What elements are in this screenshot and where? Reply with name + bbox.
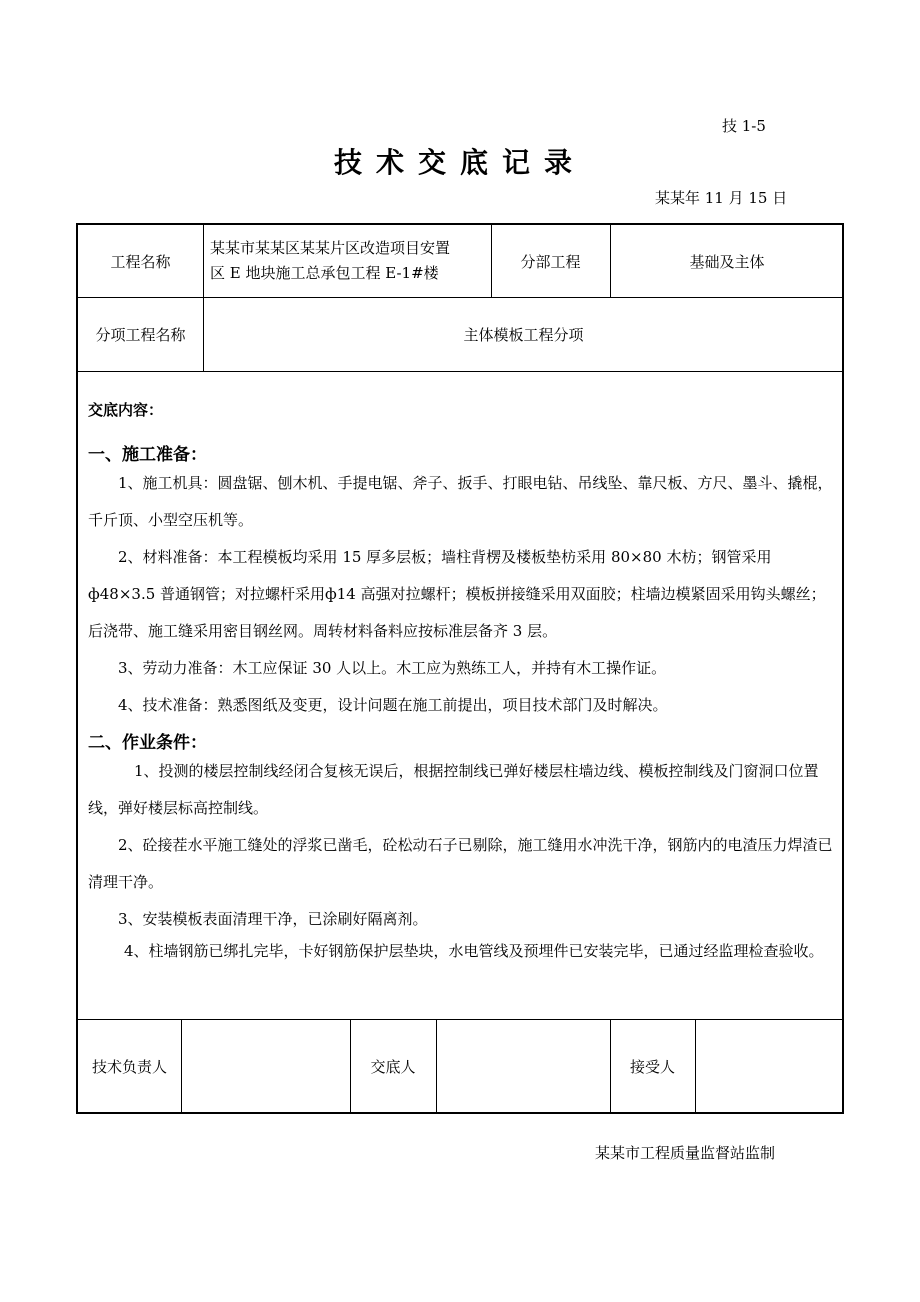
subitem-value: 主体模板工程分项 — [463, 325, 584, 344]
section-1-title: 一、施工准备： — [88, 445, 207, 465]
section-2-paragraph-2: 2、砼接茬水平施工缝处的浮浆已凿毛，砼松动石子已剔除，施工缝用水冲洗干净，钢筋内的电渣压力焊渣已清理干净。 — [88, 836, 833, 891]
section-1-paragraph-4: 4、技术准备：熟悉图纸及变更，设计问题在施工前提出，项目技术部门及时解决。 — [118, 696, 668, 714]
document-date: 某某年 11 月 15 日 — [655, 189, 788, 207]
disclosure-content — [88, 395, 838, 964]
section-1-paragraph-3: 3、劳动力准备：木工应保证 30 人以上。木工应为熟练工人，并持有木工操作证。 — [118, 659, 667, 677]
division-label: 分部工程 — [520, 252, 581, 271]
document-code: 技 1-5 — [722, 117, 766, 135]
project-name-value — [210, 225, 488, 297]
section-1-paragraph-1: 1、施工机具：圆盘锯、刨木机、手提电锯、斧子、扳手、打眼电钻、吊线坠、靠尺板、方尺、墨斗、撬棍，千斤顶、小型空压机等。 — [88, 474, 833, 529]
division-value: 基础及主体 — [689, 252, 765, 271]
content-label: 交底内容： — [88, 401, 164, 419]
section-2-paragraph-3: 3、安装模板表面清理干净，已涂刷好隔离剂。 — [118, 910, 428, 928]
issuer-footer: 某某市工程质量监督站监制 — [595, 1144, 776, 1162]
tech-lead-signature-field[interactable] — [181, 1019, 350, 1114]
row-divider — [78, 371, 842, 372]
receiver-label: 接受人 — [629, 1058, 675, 1076]
section-2-paragraph-1: 1、投测的楼层控制线经闭合复核无误后，根据控制线已弹好楼层柱墙边线、模板控制线及门窗洞口位置线，弹好楼层标高控制线。 — [88, 762, 819, 817]
receiver-signature-field[interactable] — [695, 1019, 844, 1114]
page-title: 技术交底记录 — [333, 146, 586, 179]
project-name-line-2: 区 E 地块施工总承包工程 E-1#楼 — [210, 264, 439, 282]
disclosure-form-table — [76, 223, 844, 1114]
section-1-paragraph-2: 2、材料准备：本工程模板均采用 15 厚多层板；墙柱背楞及楼板垫枋采用 80×80 木枋；钢管采用ф48×3.5 普通钢管；对拉螺杆采用ф14 高强对拉螺杆；模板拼接缝采用双面胶；柱墙边模紧固采用钩头螺丝；后浇带、施工缝采用密目钢丝网。周转材料备料应按标准层备齐 3 层。 — [88, 548, 826, 640]
discloser-label: 交底人 — [370, 1058, 416, 1076]
discloser-signature-field[interactable] — [436, 1019, 610, 1114]
project-name-line-1: 某某市某某区某某片区改造项目安置 — [210, 239, 451, 257]
tech-lead-label: 技术负责人 — [91, 1058, 167, 1076]
section-2-paragraph-4: 4、柱墙钢筋已绑扎完毕，卡好钢筋保护层垫块，水电管线及预埋件已安装完毕，已通过经监理检查验收。 — [124, 942, 824, 960]
subitem-label: 分项工程名称 — [95, 325, 186, 344]
project-name-label: 工程名称 — [110, 252, 171, 271]
section-2-title: 二、作业条件： — [88, 733, 207, 753]
